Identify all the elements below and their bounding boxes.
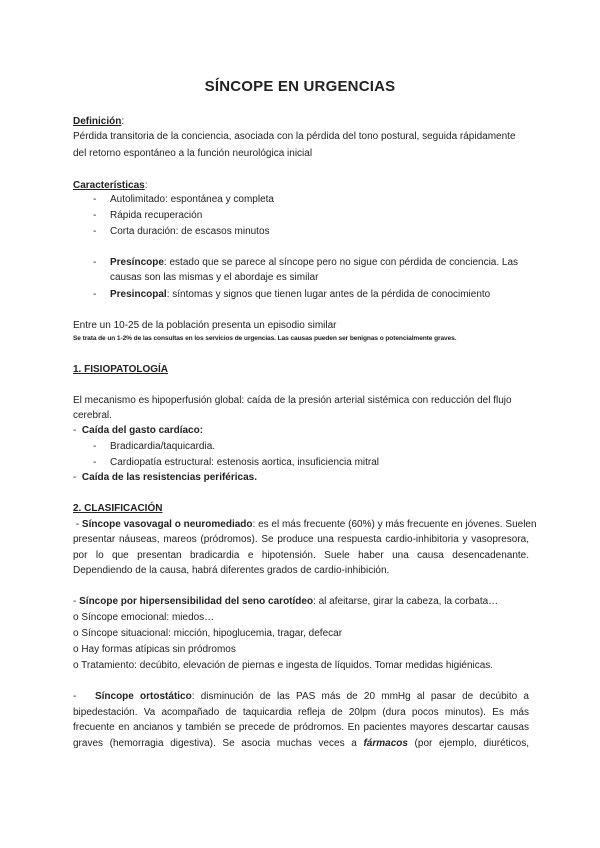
list-dash: - xyxy=(93,257,97,268)
hipersensibilidad-line: - Síncope por hipersensibilidad del seno carotídeo: al afeitarse, girar la cabeza, la corbata… xyxy=(73,596,499,607)
list-dash: - xyxy=(93,289,97,300)
ortostatico-label: Síncope ortostático xyxy=(94,691,192,702)
resistencias-line: - Caída de las resistencias periféricas. xyxy=(73,472,258,483)
fisiopatologia-line-1: El mecanismo es hipoperfusión global: caída de la presión arterial sistémica con reducción del flujo xyxy=(73,395,512,406)
clasificacion-heading: 2. CLASIFICACIÓN xyxy=(73,503,163,514)
list-dash: - xyxy=(93,210,97,221)
hiper-item-3: o Hay formas atípicas sin pródromos xyxy=(73,644,236,655)
ortostatico-line-2: bipedestación. Va acompañado de taquicardia refleja de 20lpm (dura pocos minutos). Es más xyxy=(73,707,529,718)
definicion-heading: Definición xyxy=(73,116,122,127)
ortostatico-line-3: frecuente en ancianos y también se precede de pródromos. En pacientes mayores descartar causas xyxy=(73,722,529,733)
list-item: Corta duración: de escasos minutos xyxy=(110,226,270,237)
consultas-line: Se trata de un 1-2% de las consultas en los servicios de urgencias. Las causas pueden ser benignas o potencialmente graves. xyxy=(73,335,457,342)
ortostatico-line-1: - Síncope ortostático: disminución de las PAS más de 20 mmHg al pasar de decúbito a xyxy=(73,691,529,702)
vasovagal-line-4: Dependiendo de la causa, habrá diferentes grados de cardio-inhibición. xyxy=(73,565,390,576)
definicion-line-1: Pérdida transitoria de la conciencia, asociada con la pérdida del tono postural, seguida rápidamente xyxy=(73,131,516,142)
gasto-sub-2: Cardiopatía estructural: estenosis aortica, insuficiencia mitral xyxy=(110,457,380,468)
caracteristicas-heading-line: Características: xyxy=(73,180,148,191)
resistencias-label: Caída de las resistencias periféricas. xyxy=(81,472,258,483)
fisiopatologia-heading: 1. FISIOPATOLOGÍA xyxy=(73,364,169,375)
hiper-item-2: o Síncope situacional: micción, hipoglucemia, tragar, defecar xyxy=(73,628,343,639)
vasovagal-line-1: - Síncope vasovagal o neuromediado: es el más frecuente (60%) y más frecuente en jóvenes. Suelen xyxy=(75,519,537,530)
vasovagal-line-3: por lo que presentan bradicardia e hipotensión. Suele haber una causa desencadenante. xyxy=(73,550,529,561)
list-dash: - xyxy=(93,441,97,452)
caracteristicas-heading: Características xyxy=(73,180,145,191)
farmacos-emphasis: fármacos xyxy=(363,738,408,749)
definicion-line-2: del retorno espontáneo a la función neurológica inicial xyxy=(73,148,313,159)
poblacion-line: Entre un 10-25 de la población presenta un episodio similar xyxy=(73,320,337,331)
gasto-label: Caída del gasto cardíaco: xyxy=(81,425,204,436)
gasto-sub-1: Bradicardia/taquicardia. xyxy=(110,441,216,452)
presincopal-label: Presincopal xyxy=(110,289,167,300)
list-dash: - xyxy=(93,194,97,205)
list-dash: - xyxy=(93,226,97,237)
gasto-line: - Caída del gasto cardíaco: xyxy=(73,425,204,436)
ortostatico-line-4: graves (hemorragia digestiva). Se asocia muchas veces a fármacos (por ejemplo, diuréticos, xyxy=(73,738,529,749)
list-dash: - xyxy=(93,457,97,468)
vasovagal-line-2: presentar náuseas, mareos (pródromos). Se produce una respuesta cardio-inhibitoria y vasopresora, xyxy=(73,534,529,545)
presincopal-line: Presincopal: síntomas y signos que tienen lugar antes de la pérdida de conocimiento xyxy=(110,289,491,300)
list-item: Autolimitado: espontánea y completa xyxy=(110,194,274,205)
hipersensibilidad-label: Síncope por hipersensibilidad del seno carotídeo xyxy=(79,596,314,607)
hiper-item-1: o Síncope emocional: miedos… xyxy=(73,612,215,623)
page-title: SÍNCOPE EN URGENCIAS xyxy=(204,78,396,95)
presincope-line-1: Presíncope: estado que se parece al síncope pero no sigue con pérdida de conciencia. Las xyxy=(110,257,519,268)
presincope-line-2: causas son las mismas y el abordaje es similar xyxy=(110,272,319,283)
vasovagal-label: Síncope vasovagal o neuromediado xyxy=(81,519,253,530)
list-item: Rápida recuperación xyxy=(110,210,203,221)
definicion-heading-line: Definición: xyxy=(73,116,125,127)
hiper-item-4: o Tratamiento: decúbito, elevación de piernas e ingesta de líquidos. Tomar medidas higiénicas. xyxy=(73,660,494,671)
presincope-label: Presíncope xyxy=(110,257,164,268)
fisiopatologia-line-2: cerebral. xyxy=(73,410,112,421)
